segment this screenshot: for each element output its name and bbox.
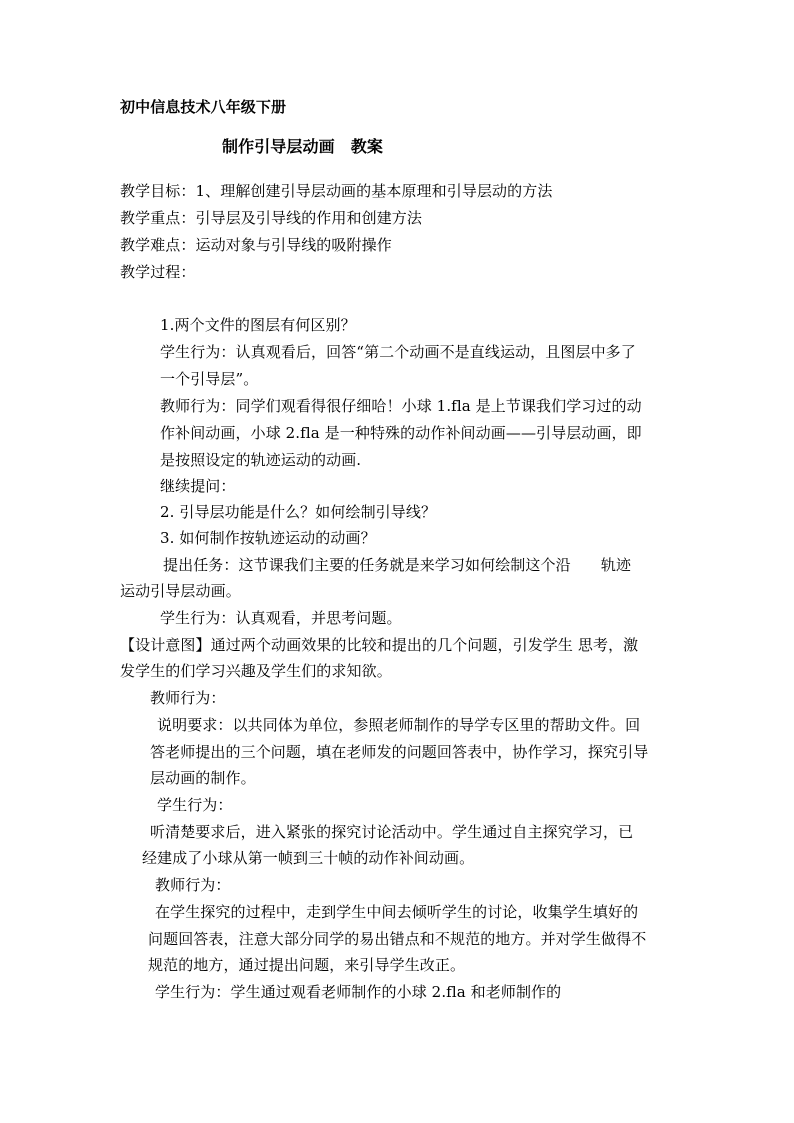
- student-behavior-1b: 一个引导层”。: [160, 370, 259, 388]
- explain-requirement-a: 说明要求：以共同体为单位，参照老师制作的导学专区里的帮助文件。回: [157, 716, 641, 734]
- teaching-process-heading: 教学过程：: [120, 263, 196, 281]
- teacher-behavior-1b: 作补间动画，小球 2.fla 是一种特殊的动作补间动画——引导层动画，即: [160, 424, 642, 442]
- teacher-behavior-2-label: 教师行为：: [150, 689, 226, 707]
- listen-line-b: 经建成了小球从第一帧到三十帧的动作补间动画。: [142, 849, 475, 867]
- question-1: 1.两个文件的图层有何区别？: [160, 316, 356, 334]
- question-2: 2. 引导层功能是什么？如何绘制引导线？: [160, 503, 437, 521]
- explain-requirement-b: 答老师提出的三个问题，填在老师发的问题回答表中，协作学习，探究引导: [150, 743, 649, 761]
- task-line-a: 提出任务：这节课我们主要的任务就是来学习如何绘制这个沿 轨迹: [163, 556, 632, 574]
- student-behavior-4: 学生行为：学生通过观看老师制作的小球 2.fla 和老师制作的: [155, 983, 562, 1001]
- continue-question: 继续提问：: [160, 477, 236, 495]
- guide-line-c: 规范的地方，通过提出问题，来引导学生改正。: [148, 956, 466, 974]
- task-line-b: 运动引导层动画。: [120, 582, 241, 600]
- document-header: 初中信息技术八年级下册: [120, 98, 287, 116]
- student-behavior-2: 学生行为：认真观看，并思考问题。: [160, 609, 402, 627]
- document-title: 制作引导层动画 教案: [222, 137, 384, 156]
- teacher-behavior-3-label: 教师行为：: [155, 876, 231, 894]
- question-3: 3. 如何制作按轨迹运动的动画？: [160, 529, 376, 547]
- teacher-behavior-1a: 教师行为：同学们观看得很仔细哈！小球 1.fla 是上节课我们学习过的动: [160, 397, 642, 415]
- student-behavior-1a: 学生行为：认真观看后，回答“第二个动画不是直线运动，且图层中多了: [160, 343, 636, 361]
- teacher-behavior-1c: 是按照设定的轨迹运动的动画.: [160, 451, 362, 469]
- guide-line-b: 问题回答表，注意大部分同学的易出错点和不规范的地方。并对学生做得不: [148, 930, 647, 948]
- design-intent-b: 发学生的们学习兴趣及学生们的求知欲。: [120, 662, 392, 680]
- teaching-difficulty: 教学难点：运动对象与引导线的吸附操作: [120, 236, 392, 254]
- design-intent-a: 【设计意图】通过两个动画效果的比较和提出的几个问题，引发学生 思考，激: [120, 636, 639, 654]
- teaching-key-point: 教学重点：引导层及引导线的作用和创建方法: [120, 209, 423, 227]
- explain-requirement-c: 层动画的制作。: [150, 769, 256, 787]
- listen-line-a: 听清楚要求后，进入紧张的探究讨论活动中。学生通过自主探究学习，已: [150, 823, 634, 841]
- teaching-goal: 教学目标：1、理解创建引导层动画的基本原理和引导层动的方法: [120, 182, 553, 200]
- student-behavior-3-label: 学生行为：: [157, 796, 233, 814]
- guide-line-a: 在学生探究的过程中，走到学生中间去倾听学生的讨论，收集学生填好的: [155, 903, 639, 921]
